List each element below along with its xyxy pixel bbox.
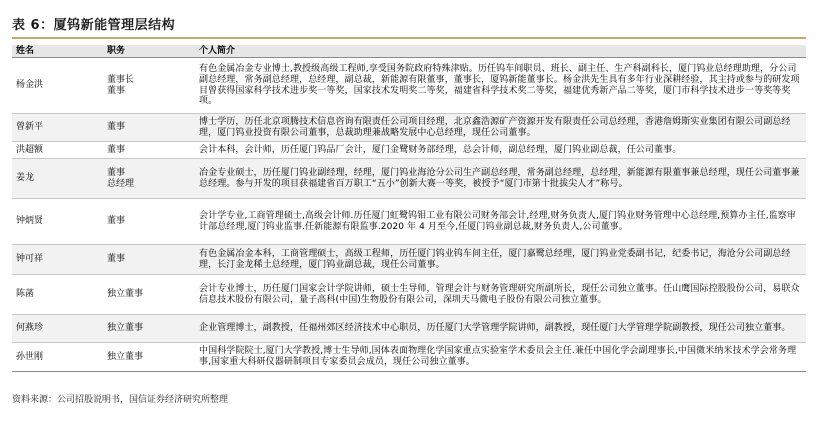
cell-role: 董事 [103, 245, 195, 275]
cell-name: 姜龙 [12, 159, 103, 199]
header-role: 职务 [103, 45, 195, 58]
cell-bio: 会计本科，会计师，历任厦门钨品厂会计，厦门金鹭财务部经理，总会计师，副总经理，厦门钨业副总裁，任公司董事。 [195, 142, 806, 159]
cell-name: 杨金洪 [12, 58, 103, 114]
cell-bio: 企业管理博士，副教授，任福州郊区经济技术中心职员，历任厦门大学管理学院讲师，副教授，现任厦门大学管理学院副教授，现任公司独立董事。 [195, 315, 806, 343]
cell-bio: 会计学专业,工商管理硕士,高级会计师.历任厦门虹鹭钨钼工业有限公司财务部会计,经理,财务负责人,厦门钨业财务管理中心总经理,预算办主任,监察审计部总经理,厦门钨业监事.任新能源有限监事.2020 年 4 月至今,任厦门钨业副总裁,财务负责人,公司董事。 [195, 199, 806, 245]
cell-bio: 博士学历，历任北京项腾技术信息咨询有限责任公司项目经理，北京鑫浩源矿产资源开发有限责任公司总经理，香港詹姆斯实业集团有限公司副总经理，厦门钨业投资有限公司董事，总裁助理兼战略发展中心总经理，现任公司董事。 [195, 114, 806, 142]
cell-name: 孙世刚 [12, 343, 103, 372]
cell-bio: 中国科学院院士,厦门大学教授,博士生导师,国体表面物理化学国家重点实验室学术委员会主任.兼任中国化学会副理事长,中国微米纳米技术学会常务理事,国家重大科研仪器研制项目专家委员会成员，现任公司独立董事。 [195, 343, 806, 372]
cell-role: 独立董事 [103, 315, 195, 343]
management-table [12, 45, 806, 372]
table-row [12, 275, 806, 315]
cell-bio: 有色金属冶金专业博士,教授级高级工程师,享受国务院政府特殊津贴。历任钨车间职员、班长、副主任、生产科副科长，厦门钨业总经理助理，分公司副总经理，常务副总经理，总经理，副总裁，新能源有限董事，董事长，厦钨新能董事长。杨金洪先生具有多年行业深耕经验，其主持或参与的研发项目曾获得国家科学技术进步奖一等奖，国家技术发明奖二等奖，福建省科学技术奖二等奖，福建优秀新产品二等奖，厦门市科学技术进步一等奖等奖项。 [195, 58, 806, 114]
cell-role: 董事 总经理 [103, 159, 195, 199]
header-bio: 个人简介 [195, 45, 806, 58]
table-row [12, 199, 806, 245]
table-header-row [12, 45, 806, 58]
header-name: 姓名 [12, 45, 103, 58]
cell-role: 董事 [103, 114, 195, 142]
table-row [12, 343, 806, 372]
cell-name: 陈菡 [12, 275, 103, 315]
cell-role: 董事长 董事 [103, 58, 195, 114]
table-title: 表 6：厦钨新能管理层结构 [12, 18, 176, 33]
table-row [12, 315, 806, 343]
cell-bio: 有色金属冶金本科，工商管理硕士，高级工程师，历任厦门钨业钨车间主任，厦门嘉鹭总经理，厦门钨业党委副书记，纪委书记，海沧分公司副总经理，长汀金龙稀土总经理，厦门钨业副总裁，现任公司董事。 [195, 245, 806, 275]
cell-role: 独立董事 [103, 275, 195, 315]
source-note: 资料来源：公司招股说明书，国信证券经济研究所整理 [12, 395, 229, 405]
cell-name: 洪超额 [12, 142, 103, 159]
cell-name: 钟可祥 [12, 245, 103, 275]
table-row [12, 142, 806, 159]
cell-name: 曾新平 [12, 114, 103, 142]
cell-role: 董事 [103, 199, 195, 245]
table-row [12, 159, 806, 199]
cell-role: 董事 [103, 142, 195, 159]
cell-name: 何燕珍 [12, 315, 103, 343]
cell-name: 钟炳贤 [12, 199, 103, 245]
title-divider [12, 37, 806, 39]
cell-bio: 冶金专业硕士，历任厦门钨业副经理，经理，厦门钨业海沧分公司生产副总经理，常务副总经理，总经理，新能源有限董事兼总经理，现任公司董事兼总经理。参与开发的项目获福建省百万职工“五小”创新大赛一等奖，被授予“厦门市第十批拔尖人才”称号。 [195, 159, 806, 199]
cell-role: 独立董事 [103, 343, 195, 372]
table-row [12, 114, 806, 142]
table-row [12, 245, 806, 275]
cell-bio: 会计专业博士，历任厦门国家会计学院讲师，硕士生导师，管理会计与财务管理研究所副所长，现任公司独立董事。任山鹰国际控股股份公司，易联众信息技术股份有限公司，量子高科(中国)生物股份有限公司，深圳天马微电子股份有限公司独立董事。 [195, 275, 806, 315]
table-row [12, 58, 806, 114]
